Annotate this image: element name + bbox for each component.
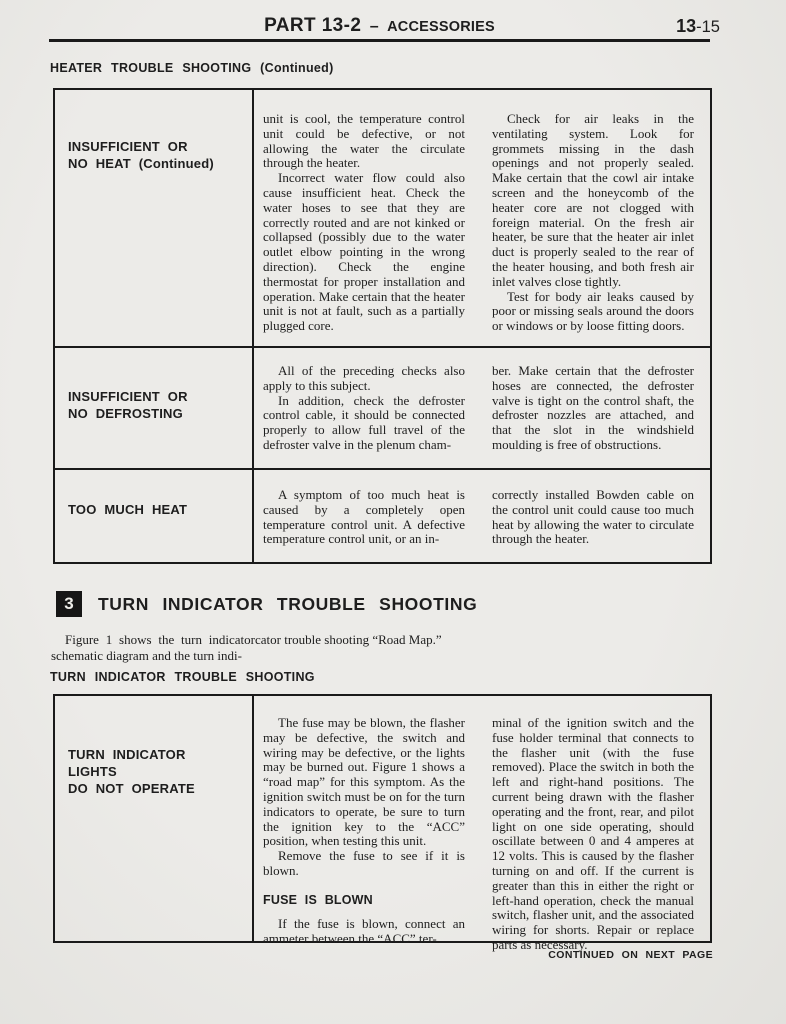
remedy-cell (254, 348, 710, 468)
page-number-chapter: 13 (676, 16, 697, 36)
body-paragraph: Test for body air leaks caused by poor or missing seals around the doors or windows or by loose fitting doors. (492, 288, 694, 334)
body-paragraph: If the fuse is blown, connect an ammeter between the “ACC” ter- (263, 915, 465, 946)
body-paragraph: The fuse may be blown, the flasher may be defective, the switch and wiring may be defective, or the lights may be burned out. Figure 1 shows a “road map” for this symptom. As the ignition switch must be on for the turn indicators to operate, be sure to turn the ignition key to the “ACC” position, when testing this unit. (263, 715, 465, 849)
body-paragraph: ber. Make certain that the defroster hoses are connected, the defroster valve is tight on the control shaft, the defroster nozzles are attached, and that the slot in the windshield moulding is free of obstructions. (492, 363, 694, 452)
symptom-label-line: NO DEFROSTING (68, 406, 183, 421)
symptom-label-line: INSUFFICIENT OR (68, 389, 188, 404)
text-column (263, 90, 465, 346)
body-paragraph: unit is cool, the temperature control unit could be defective, or not allowing the water the circulate through the heater. (263, 111, 465, 171)
text-column (492, 696, 694, 952)
page-header-title (49, 15, 710, 37)
part-title: PART 13-2 (264, 15, 362, 36)
symptom-label-line: INSUFFICIENT OR (68, 139, 188, 154)
intro-column-right: cator trouble shooting “Road Map.” (255, 632, 442, 647)
text-column (263, 470, 465, 562)
text-column (492, 470, 694, 562)
symptom-label-line: NO HEAT (Continued) (68, 156, 214, 171)
turn-intro (51, 632, 712, 663)
symptom-cell (55, 90, 254, 346)
symptom-cell (55, 696, 254, 941)
text-column (492, 90, 694, 346)
symptom-cell (55, 348, 254, 468)
header-rule (49, 39, 710, 42)
body-paragraph: All of the preceding checks also apply to this subject. (263, 363, 465, 393)
table-row (55, 468, 710, 562)
symptom-label-line: TURN INDICATOR LIGHTS (68, 747, 186, 779)
body-paragraph: minal of the ignition switch and the fuse holder terminal that connects to the flasher unit (with the fuse removed). Place the switch in both the left and right-hand positions. The current being drawn with the flasher operating and the front, rear, and pilot light on one side operating, should oscillate between 0 and 4 amperes at 12 volts. This is caused by the flasher turning on and off. If the current is greater than this in either the right or left-hand operation, check the manual switch, flasher unit, and the associated wiring for shorts. Repair or replace parts as necessary. (492, 715, 694, 952)
table-row (55, 346, 710, 468)
part-subtitle: ACCESSORIES (387, 19, 495, 35)
body-paragraph: A symptom of too much heat is caused by a completely open temperature control unit. A defective temperature control unit, or an in- (263, 487, 465, 547)
continued-note: CONTINUED ON NEXT PAGE (548, 949, 713, 961)
remedy-cell (254, 90, 710, 346)
remedy-cell (254, 470, 710, 562)
table-row (55, 696, 710, 952)
body-paragraph: In addition, check the defroster control cable, it should be connected properly to allow full travel of the defroster valve in the plenum cham- (263, 392, 465, 452)
turn-section-heading: TURN INDICATOR TROUBLE SHOOTING (98, 593, 478, 614)
intro-column-left: Figure 1 shows the turn indicator schematic diagram and the turn indi- (51, 632, 255, 663)
text-column (263, 696, 465, 946)
body-paragraph: Remove the fuse to see if it is blown. (263, 848, 465, 878)
text-column (263, 348, 465, 468)
turn-trouble-table (53, 694, 712, 952)
turn-table-heading: TURN INDICATOR TROUBLE SHOOTING (50, 670, 315, 684)
page-number (676, 16, 720, 37)
cell-subheading: FUSE IS BLOWN (263, 892, 373, 907)
body-paragraph: Check for air leaks in the ventilating system. Look for grommets missing in the dash openings and not properly sealed. Make certain that the cowl air intake screen and the honeycomb of the heater core are not clogged with foreign material. On the fresh air heater, be sure that the heater air inlet duct is properly sealed to the rear of the heater housing, and both fresh air inlet valves close tightly. (492, 111, 694, 289)
title-separator: – (369, 18, 379, 35)
symptom-label-line: TOO MUCH HEAT (68, 502, 188, 517)
remedy-cell (254, 696, 710, 952)
body-paragraph: Incorrect water flow could also cause insufficient heat. Check the water hoses to see that they are correctly routed and are not kinked or collapsed (possibly due to the water outlet elbow pointing in the wrong direction). Check the engine thermostat for proper installation and operation. Make certain that the heater unit is not at fault, such as a partially plugged core. (263, 170, 465, 334)
heater-section-heading: HEATER TROUBLE SHOOTING (Continued) (50, 61, 334, 75)
text-column (492, 348, 694, 468)
table-row (55, 90, 710, 346)
section-number-box: 3 (56, 591, 82, 617)
turn-section-header (56, 591, 477, 617)
heater-trouble-table (53, 88, 712, 564)
symptom-cell (55, 470, 254, 562)
page-number-page: -15 (696, 18, 720, 36)
symptom-label-line: DO NOT OPERATE (68, 781, 195, 796)
body-paragraph: correctly installed Bowden cable on the control unit could cause too much heat by allowing the water to circulate through the heater. (492, 487, 694, 547)
